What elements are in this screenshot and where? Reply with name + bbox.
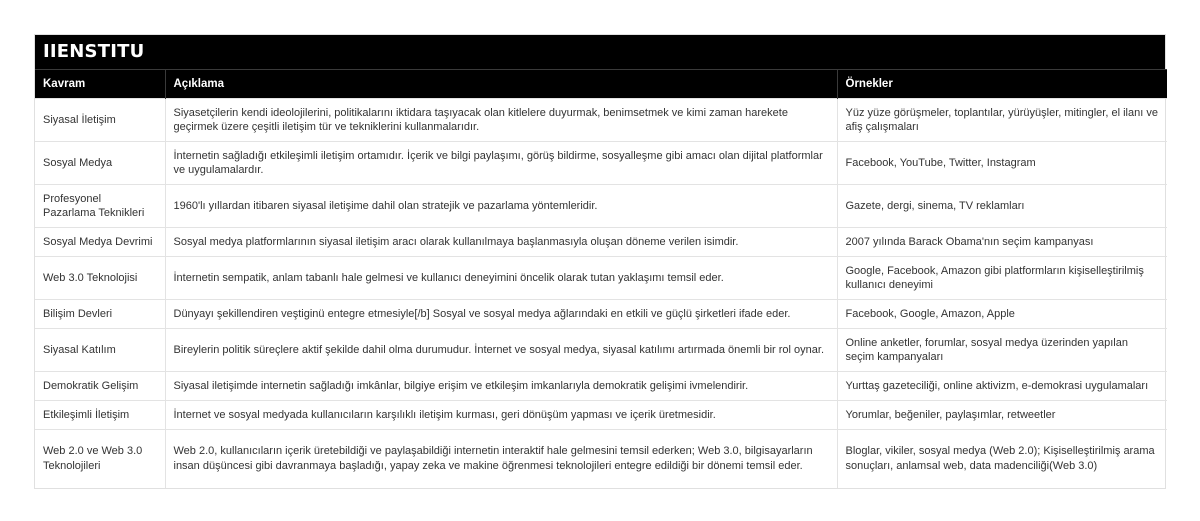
cell-aciklama: Web 2.0, kullanıcıların içerik üretebildiği ve paylaşabildiği internetin interaktif hale gelmesini temsil ederken; Web 3.0, bilgisayarların insan düşüncesi gibi davranmaya başladığı, yapay zeka ve makine öğrenmesi teknolojileri entegre edildiği bir dönemi temsil eder. [165, 430, 837, 488]
cell-ornekler: Facebook, YouTube, Twitter, Instagram [837, 142, 1167, 185]
table-row [35, 228, 1167, 257]
column-header-aciklama: Açıklama [165, 70, 837, 99]
cell-kavram: Bilişim Devleri [35, 300, 165, 329]
concepts-table-container [34, 34, 1166, 489]
cell-aciklama: Siyasal iletişimde internetin sağladığı imkânlar, bilgiye erişim ve etkileşim imkanlarıyla demokratik gelişimi ivmelendirir. [165, 372, 837, 401]
table-row [35, 401, 1167, 430]
cell-ornekler: Online anketler, forumlar, sosyal medya üzerinden yapılan seçim kampanyaları [837, 329, 1167, 372]
cell-kavram: Siyasal İletişim [35, 99, 165, 142]
cell-ornekler: Facebook, Google, Amazon, Apple [837, 300, 1167, 329]
brand-title: IIENSTITU [35, 35, 1165, 69]
cell-kavram: Web 3.0 Teknolojisi [35, 257, 165, 300]
cell-aciklama: Siyasetçilerin kendi ideolojilerini, politikalarını iktidara taşıyacak olan kitlelere duyurmak, benimsetmek ve kimi zaman harekete geçirmek üzere çeşitli iletişim tür ve tekniklerini kullanmalarıdır. [165, 99, 837, 142]
table-row [35, 142, 1167, 185]
cell-kavram: Sosyal Medya [35, 142, 165, 185]
table-row [35, 185, 1167, 228]
cell-aciklama: İnternet ve sosyal medyada kullanıcıların karşılıklı iletişim kurması, geri dönüşüm yapması ve içerik üretmesidir. [165, 401, 837, 430]
column-header-ornekler: Örnekler [837, 70, 1167, 99]
table-row [35, 257, 1167, 300]
cell-kavram: Etkileşimli İletişim [35, 401, 165, 430]
table-row [35, 372, 1167, 401]
table-row [35, 430, 1167, 488]
cell-aciklama: Dünyayı şekillendiren veştiginü entegre etmesiyle[/b] Sosyal ve sosyal medya ağlarındaki en etkili ve güçlü şirketleri ifade eder. [165, 300, 837, 329]
cell-ornekler: Bloglar, vikiler, sosyal medya (Web 2.0); Kişiselleştirilmiş arama sonuçları, anlamsal web, data madenciliği(Web 3.0) [837, 430, 1167, 488]
cell-aciklama: İnternetin sağladığı etkileşimli iletişim ortamıdır. İçerik ve bilgi paylaşımı, görüş bildirme, sosyalleşme gibi amacı olan dijital platformlar ve uygulamalardır. [165, 142, 837, 185]
column-header-kavram: Kavram [35, 70, 165, 99]
cell-ornekler: Yurttaş gazeteciliği, online aktivizm, e-demokrasi uygulamaları [837, 372, 1167, 401]
table-row [35, 99, 1167, 142]
cell-kavram: Web 2.0 ve Web 3.0 Teknolojileri [35, 430, 165, 488]
concepts-table [35, 69, 1167, 488]
cell-kavram: Profesyonel Pazarlama Teknikleri [35, 185, 165, 228]
cell-ornekler: Yorumlar, beğeniler, paylaşımlar, retweetler [837, 401, 1167, 430]
table-row [35, 329, 1167, 372]
cell-aciklama: İnternetin sempatik, anlam tabanlı hale gelmesi ve kullanıcı deneyimini öncelik olarak tutan yaklaşımı temsil eder. [165, 257, 837, 300]
cell-ornekler: Gazete, dergi, sinema, TV reklamları [837, 185, 1167, 228]
cell-aciklama: Sosyal medya platformlarının siyasal iletişim aracı olarak kullanılmaya başlanmasıyla oluşan döneme verilen isimdir. [165, 228, 837, 257]
cell-aciklama: 1960'lı yıllardan itibaren siyasal iletişime dahil olan stratejik ve pazarlama yöntemleridir. [165, 185, 837, 228]
cell-ornekler: Google, Facebook, Amazon gibi platformların kişiselleştirilmiş kullanıcı deneyimi [837, 257, 1167, 300]
cell-kavram: Siyasal Katılım [35, 329, 165, 372]
cell-ornekler: Yüz yüze görüşmeler, toplantılar, yürüyüşler, mitingler, el ilanı ve afiş çalışmaları [837, 99, 1167, 142]
cell-aciklama: Bireylerin politik süreçlere aktif şekilde dahil olma durumudur. İnternet ve sosyal medya, siyasal katılımı artırmada önemli bir rol oynar. [165, 329, 837, 372]
table-header-row [35, 70, 1167, 99]
cell-kavram: Sosyal Medya Devrimi [35, 228, 165, 257]
cell-kavram: Demokratik Gelişim [35, 372, 165, 401]
cell-ornekler: 2007 yılında Barack Obama'nın seçim kampanyası [837, 228, 1167, 257]
table-row [35, 300, 1167, 329]
